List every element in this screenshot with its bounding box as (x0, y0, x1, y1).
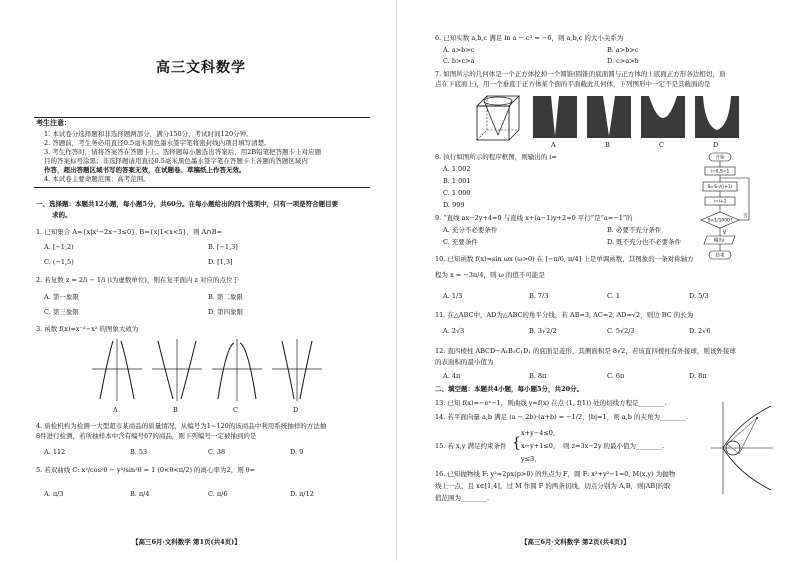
q3-graph-a (92, 337, 142, 403)
q3-label-a[interactable]: A (113, 406, 118, 414)
q10-option-c[interactable]: C. 1 (607, 292, 621, 300)
q1-option-d[interactable]: D. [1,3] (208, 258, 233, 266)
flow-end: 结束 (715, 253, 725, 259)
notice-heading: 考生注意： (36, 118, 71, 127)
question-14: 14. 若平面向量 a,b 满足 (a − 2b)·(a+b) = −1/2，|b|=1，则 a,b 的夹角为________. (435, 413, 689, 421)
q11-option-d[interactable]: D. 2√6 (689, 327, 711, 335)
flow-update-s: S=S·i/(i+1) (707, 185, 733, 190)
q3-graph-d (272, 337, 322, 403)
q7-section-c (641, 96, 685, 138)
q4-option-b[interactable]: B. 53 (130, 448, 148, 456)
q7-label-d[interactable]: D (713, 141, 719, 149)
notice-line: 4. 本试卷主要命题范围：高考范围。 (44, 175, 150, 183)
q10-option-b[interactable]: B. 7/3 (529, 292, 549, 300)
q7-label-b[interactable]: B (605, 141, 610, 149)
question-10: 10. 已知函数 f(x)=sin ωx (ω>0) 在 [−π/6, π/4] 上是单调函数，其图象的一条对称轴方 (435, 255, 694, 263)
question-11: 11. 在△ABC中，AD为△ABC的角平分线，若 AB=3, AC=2, AD=√2，则边 BC 的长为 (435, 311, 694, 319)
q9-option-c[interactable]: C. 充要条件 (443, 238, 478, 246)
q8-option-d[interactable]: D. 999 (443, 201, 465, 209)
question-4: 4. 质检机构为检测一大型超市某商品的质量情况，从编号为1~120的该商品中利用系统抽样的方法抽 (36, 422, 327, 430)
q15-brace: { (512, 435, 521, 451)
q10-option-a[interactable]: A. 1/3 (443, 292, 463, 300)
exam-title: 高三文科数学 (156, 60, 246, 76)
question-6: 6. 已知实数 a,b,c 满足 ln a − c³ = −6，则 a,b,c 的大小关系为 (435, 34, 624, 42)
q7-section-b (587, 96, 631, 138)
notice-line: 目的答案标号涂黑；非选择题请用直径0.5毫米黑色墨水签字笔在答题卡上各题的答题区域内 (44, 157, 308, 165)
q1-option-a[interactable]: A. [−1,2) (44, 243, 74, 251)
q8-flowchart (697, 152, 767, 264)
q4-option-a[interactable]: A. 112 (44, 448, 66, 456)
section-heading-cont: 求的。 (52, 211, 72, 219)
q2-option-d[interactable]: D. 第四象限 (208, 308, 244, 316)
notice-line: 3. 考生作答时，请将答案答在答题卡上。选择题每小题选出答案后，用2B铅笔把答题卡上对应题 (44, 148, 322, 156)
q1-option-c[interactable]: C. (−1,5) (44, 258, 74, 266)
q5-option-c[interactable]: C. π/6 (208, 490, 228, 498)
question-5: 5. 若双曲线 C: x²/cos²θ − y²/sin²θ = 1 (0<θ<π/2) 的离心率为2，则 θ= (36, 466, 256, 474)
q10-option-d[interactable]: D. 5/3 (689, 292, 709, 300)
q15-constraint: x−y+1≤0, (521, 442, 556, 450)
flow-start: 开始 (715, 155, 725, 161)
q15-constraint: x+y−4≤0, (521, 429, 556, 437)
question-3: 3. 函数 f(x)=x⁻²−x² 的图象大致为 (36, 325, 139, 333)
question-16-cont2: 值范围为________. (435, 494, 490, 502)
q12-option-b[interactable]: B. 8π (529, 372, 547, 380)
flow-condition: S<1/1000? (707, 218, 733, 224)
question-15: 15. 若 x,y 满足约束条件 (435, 442, 507, 450)
question-12-cont: 的表面积的最小值为 (435, 358, 494, 366)
q9-option-b[interactable]: B. 必要不充分条件 (607, 226, 662, 234)
q12-option-c[interactable]: C. 6π (607, 372, 625, 380)
question-1: 1. 已知集合 A={x|x²−2x−3≤0}, B={x|1<x<5}，则 A∩B= (36, 228, 223, 236)
q7-solid-figure (473, 92, 523, 144)
q3-label-b[interactable]: B (173, 406, 178, 414)
q3-graph-b (152, 337, 202, 403)
q5-option-d[interactable]: D. π/12 (290, 490, 314, 498)
question-9: 9. “直线 ax−2y+4=0 与直线 x+(a−1)y+2=0 平行”是“a=−1”的 (435, 214, 633, 222)
page-footer: 【高三6月·文科数学 第1页(共4页)】 (132, 538, 241, 546)
question-16-cont: 线上一点，且 x∈[1,4]，过 M 作圆 F 的两条切线，切点分别为 A,B，则|AB|的取 (435, 482, 671, 490)
q3-label-d[interactable]: D (293, 406, 299, 414)
question-13: 13. 已知 f(x)=−eˣ−1，则曲线 y=f(x) 在点 (1, f(1)) 处的切线方程是________. (435, 399, 667, 407)
q7-label-a[interactable]: A (551, 141, 556, 149)
q9-option-a[interactable]: A. 充分不必要条件 (443, 226, 498, 234)
q8-option-a[interactable]: A. 1 002 (443, 165, 471, 173)
divider-bottom (34, 187, 370, 188)
q2-option-b[interactable]: B. 第二象限 (208, 293, 243, 301)
q5-option-b[interactable]: B. π/4 (130, 490, 150, 498)
notice-line: 1. 本试卷分选择题和非选择题两部分，满分150分，考试时间120分钟。 (44, 130, 253, 138)
q11-option-a[interactable]: A. 2√3 (443, 327, 465, 335)
flow-output: 输出i (713, 238, 725, 244)
question-8: 8. 执行如图所示的程序框图，则输出的 i= (435, 153, 557, 161)
q16-parabola-figure (709, 400, 775, 496)
section-heading: 一、选择题：本题共12小题，每小题5分，共60分。在每小题给出的四个选项中，只有一项是符合题目要 (36, 200, 339, 208)
question-15-cont: 则 z=3x−2y 的最小值为________. (563, 442, 665, 450)
divider-top (34, 117, 370, 118)
section-2-heading: 二、填空题：本题共4小题，每小题5分，共20分。 (435, 385, 584, 393)
flow-yes: 是 (722, 230, 727, 236)
q15-constraint: y≤3, (521, 455, 537, 463)
right-page (397, 0, 794, 561)
q12-option-d[interactable]: D. 8π (689, 372, 707, 380)
q3-graph-c (212, 337, 262, 403)
question-16: 16. 已知抛物线 F: y²=2px(p>0) 的焦点为 F，圆 F: x²+y²−1=0, M(x,y) 为抛物 (435, 470, 676, 478)
q6-option-a[interactable]: A. a>b>c (443, 46, 475, 54)
flow-no: 否 (743, 214, 748, 219)
page-footer: 【高三6月·文科数学 第2页(共4页)】 (521, 538, 630, 546)
question-2: 2. 若复数 z = 2/i − 1/i (i为虚数单位)，则在复平面内 z 对应的点位于 (36, 276, 239, 284)
q6-option-b[interactable]: B. a>b>c (607, 46, 639, 54)
q4-option-c[interactable]: C. 38 (208, 448, 226, 456)
q11-option-b[interactable]: B. 3√2/2 (529, 327, 557, 335)
q2-option-a[interactable]: A. 第一象限 (44, 293, 79, 301)
notice-line: 作答，超出答题区域书写的答案无效，在试题卷、草稿纸上作答无效。 (44, 166, 246, 174)
flow-init: i=0,S=1 (710, 169, 730, 175)
q7-section-a (533, 96, 577, 138)
q6-option-c[interactable]: C. b>c>a (443, 57, 475, 65)
q9-option-d[interactable]: D. 既不充分也不必要条件 (607, 238, 682, 246)
question-7-cont: 点在下底面上)，用一个垂直于正方体某个面的平面截此几何体，下列图形中一定不是其截面的是 (435, 80, 711, 88)
q4-option-d[interactable]: D. 9 (290, 448, 304, 456)
notice-line: 2. 答题前，考生务必用直径0.5毫米黑色墨水签字笔将密封线内项目填写清楚。 (44, 139, 271, 147)
q7-label-c[interactable]: C (659, 141, 664, 149)
q6-option-d[interactable]: D. c>a>b (607, 57, 639, 65)
q8-option-b[interactable]: B. 1 001 (443, 177, 471, 185)
q1-option-b[interactable]: B. [−1,3] (208, 243, 238, 251)
question-12: 12. 直四棱柱 ABCD−A₁B₁C₁D₁ 的底面是菱形，其侧面积是 8√2，若该直四棱柱有外接球，则该外接球 (435, 347, 736, 355)
q3-label-c[interactable]: C (233, 406, 238, 414)
q7-section-d (695, 96, 739, 138)
q12-option-a[interactable]: A. 4π (443, 372, 461, 380)
question-10-cont: 程为 x = −3π/4，则 ω 的值不可能是 (435, 271, 545, 279)
flow-increment: i=i+1 (713, 199, 727, 205)
question-7: 7. 如图所示的几何体是一个正方体挖掉一个圆锥(圆锥的底面圆与正方体的上底面正方形各边相切，顶 (435, 70, 726, 78)
q2-option-c[interactable]: C. 第三象限 (44, 308, 79, 316)
q5-option-a[interactable]: A. π/3 (44, 490, 64, 498)
q11-option-c[interactable]: C. 5√2/3 (607, 327, 635, 335)
question-4-cont: 8件进行检测，若所抽样本中含有编号67的商品，则下列编号一定被抽到的是 (36, 432, 257, 440)
q8-option-c[interactable]: C. 1 000 (443, 189, 471, 197)
